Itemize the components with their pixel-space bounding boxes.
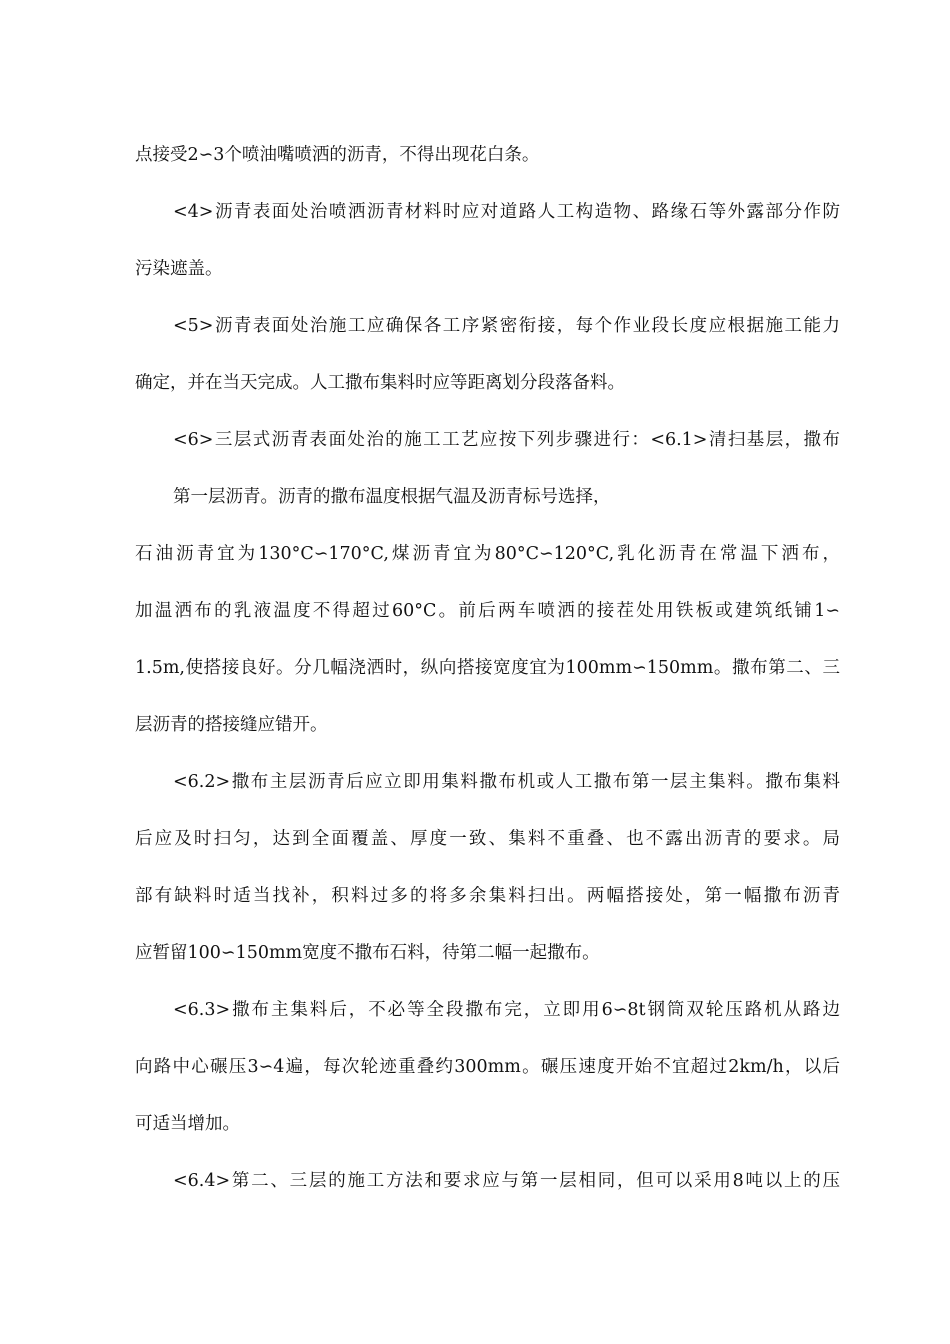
text-line: 部有缺料时适当找补，积料过多的将多余集料扫出。两幅搭接处，第一幅撒布沥青: [135, 886, 840, 906]
text-line: 点接受2∽3个喷油嘴喷洒的沥青，不得出现花白条。: [135, 145, 540, 165]
text-line: <6.4>第二、三层的施工方法和要求应与第一层相同，但可以采用8吨以上的压: [173, 1171, 840, 1191]
text-line: 1.5m,使搭接良好。分几幅浇洒时，纵向搭接宽度宜为100mm∽150mm。撒布第二、三: [135, 658, 840, 678]
text-line: <4>沥青表面处治喷洒沥青材料时应对道路人工构造物、路缘石等外露部分作防: [173, 202, 840, 222]
text-line: <6.3>撒布主集料后，不必等全段撒布完，立即用6∽8t钢筒双轮压路机从路边: [173, 1000, 840, 1020]
text-line: 应暂留100∽150mm宽度不撒布石料，待第二幅一起撒布。: [135, 943, 600, 963]
text-line: 确定，并在当天完成。人工撒布集料时应等距离划分段落备料。: [135, 373, 625, 393]
text-line: 层沥青的搭接缝应错开。: [135, 715, 328, 735]
text-line: 向路中心碾压3∽4遍，每次轮迹重叠约300mm。碾压速度开始不宜超过2km/h，以后: [135, 1057, 840, 1077]
text-line: <5>沥青表面处治施工应确保各工序紧密衔接，每个作业段长度应根据施工能力: [173, 316, 840, 336]
text-line: <6>三层式沥青表面处治的施工工艺应按下列步骤进行：<6.1>清扫基层，撒布: [173, 430, 840, 450]
text-line: 加温洒布的乳液温度不得超过60°C。前后两车喷洒的接茬处用铁板或建筑纸铺1∽: [135, 601, 840, 621]
text-line: 第一层沥青。沥青的撒布温度根据气温及沥青标号选择，: [173, 487, 611, 507]
text-line: 可适当增加。: [135, 1114, 240, 1134]
text-line: <6.2>撒布主层沥青后应立即用集料撒布机或人工撒布第一层主集料。撒布集料: [173, 772, 840, 792]
text-line: 石油沥青宜为130°C∽170°C,煤沥青宜为80°C∽120°C,乳化沥青在常温下洒布，: [135, 544, 840, 564]
text-line: 后应及时扫匀，达到全面覆盖、厚度一致、集料不重叠、也不露出沥青的要求。局: [135, 829, 840, 849]
text-line: 污染遮盖。: [135, 259, 223, 279]
